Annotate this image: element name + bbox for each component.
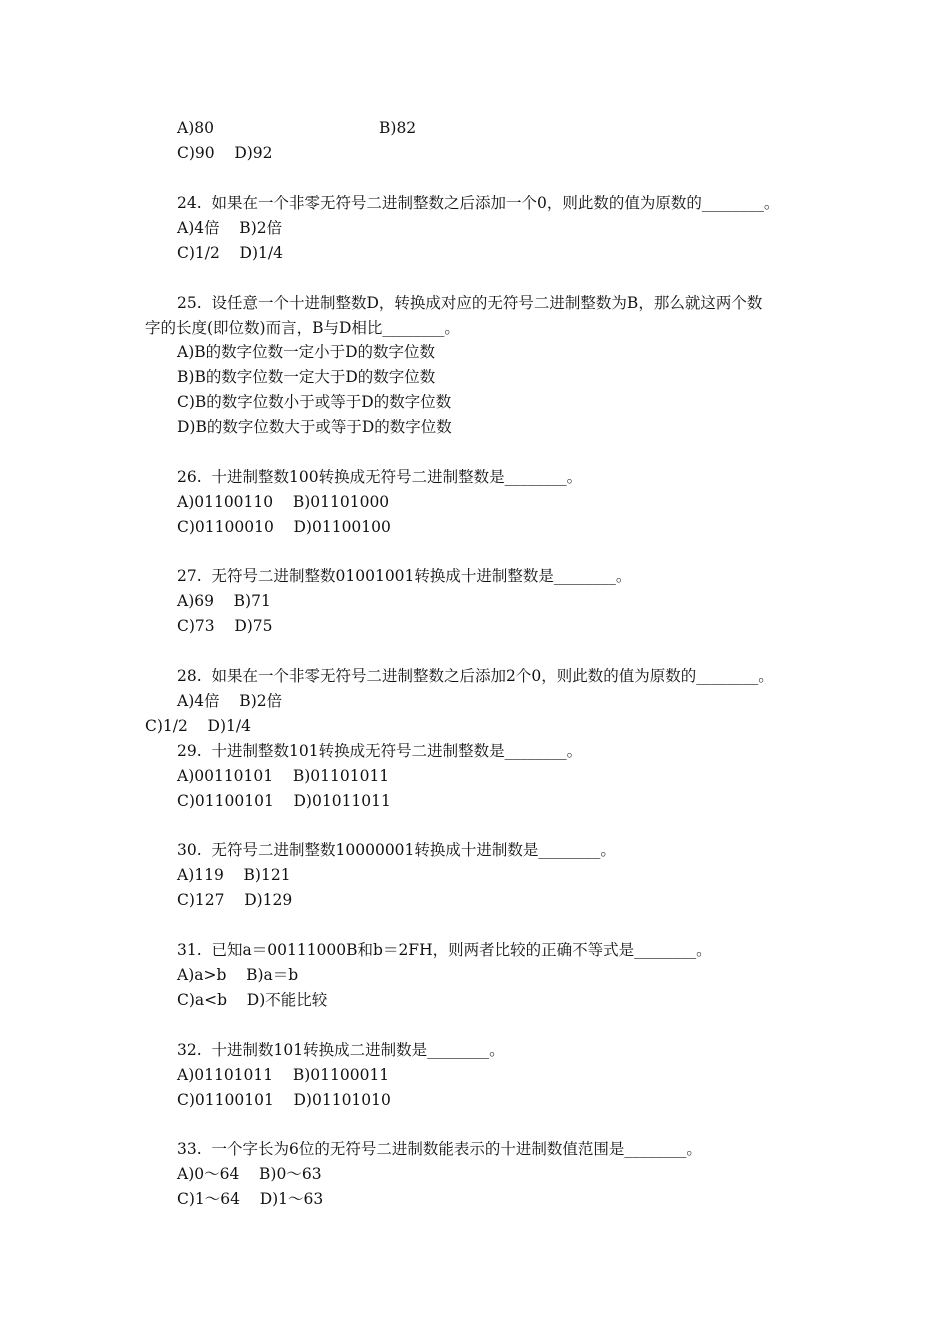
q25-question-line1: 25. 设任意一个十进制整数D，转换成对应的无符号二进制整数为B，那么就这两个数	[177, 294, 763, 312]
q28-options-cd: C)1/2 D)1/4	[145, 717, 251, 735]
q25-option-a: A)B的数字位数一定小于D的数字位数	[177, 343, 436, 361]
q29-question: 29. 十进制整数101转换成无符号二进制整数是________。	[177, 742, 583, 760]
q23-option-a: A)80	[177, 119, 214, 137]
q33-question: 33. 一个字长为6位的无符号二进制数能表示的十进制数值范围是________。	[177, 1140, 702, 1158]
q32-question: 32. 十进制数101转换成二进制数是________。	[177, 1041, 505, 1059]
q32-options-cd: C)01100101 D)01101010	[177, 1091, 391, 1109]
q26-question: 26. 十进制整数100转换成无符号二进制整数是________。	[177, 468, 583, 486]
q29-options-cd: C)01100101 D)01011011	[177, 792, 391, 810]
q30-options-ab: A)119 B)121	[177, 866, 291, 884]
q25-option-c: C)B的数字位数小于或等于D的数字位数	[177, 393, 452, 411]
q27-options-cd: C)73 D)75	[177, 617, 273, 635]
q28-options-ab: A)4倍 B)2倍	[177, 692, 283, 710]
q25-option-d: D)B的数字位数大于或等于D的数字位数	[177, 418, 452, 436]
q30-question: 30. 无符号二进制整数10000001转换成十进制数是________。	[177, 841, 616, 859]
q27-question: 27. 无符号二进制整数01001001转换成十进制整数是________。	[177, 567, 632, 585]
q25-question-line2: 字的长度(即位数)而言，B与D相比________。	[145, 319, 460, 337]
q32-options-ab: A)01101011 B)01100011	[177, 1066, 390, 1084]
q26-options-cd: C)01100010 D)01100100	[177, 518, 391, 536]
q28-question: 28. 如果在一个非零无符号二进制整数之后添加2个0，则此数的值为原数的________。	[177, 667, 774, 685]
q24-question: 24. 如果在一个非零无符号二进制整数之后添加一个0，则此数的值为原数的________。	[177, 194, 780, 212]
q24-options-cd: C)1/2 D)1/4	[177, 244, 283, 262]
q31-options-ab: A)a>b B)a＝b	[177, 966, 299, 984]
q33-options-cd: C)1～64 D)1～63	[177, 1190, 324, 1208]
q29-options-ab: A)00110101 B)01101011	[177, 767, 390, 785]
q33-options-ab: A)0～64 B)0～63	[177, 1165, 322, 1183]
q23-options-cd: C)90 D)92	[177, 144, 273, 162]
q31-options-cd: C)a<b D)不能比较	[177, 991, 328, 1009]
q30-options-cd: C)127 D)129	[177, 891, 293, 909]
q26-options-ab: A)01100110 B)01101000	[177, 493, 390, 511]
q24-options-ab: A)4倍 B)2倍	[177, 219, 283, 237]
q31-question: 31. 已知a＝00111000B和b＝2FH，则两者比较的正确不等式是________。	[177, 941, 712, 959]
q23-option-b: B)82	[379, 119, 417, 137]
q25-option-b: B)B的数字位数一定大于D的数字位数	[177, 368, 436, 386]
q27-options-ab: A)69 B)71	[177, 592, 271, 610]
